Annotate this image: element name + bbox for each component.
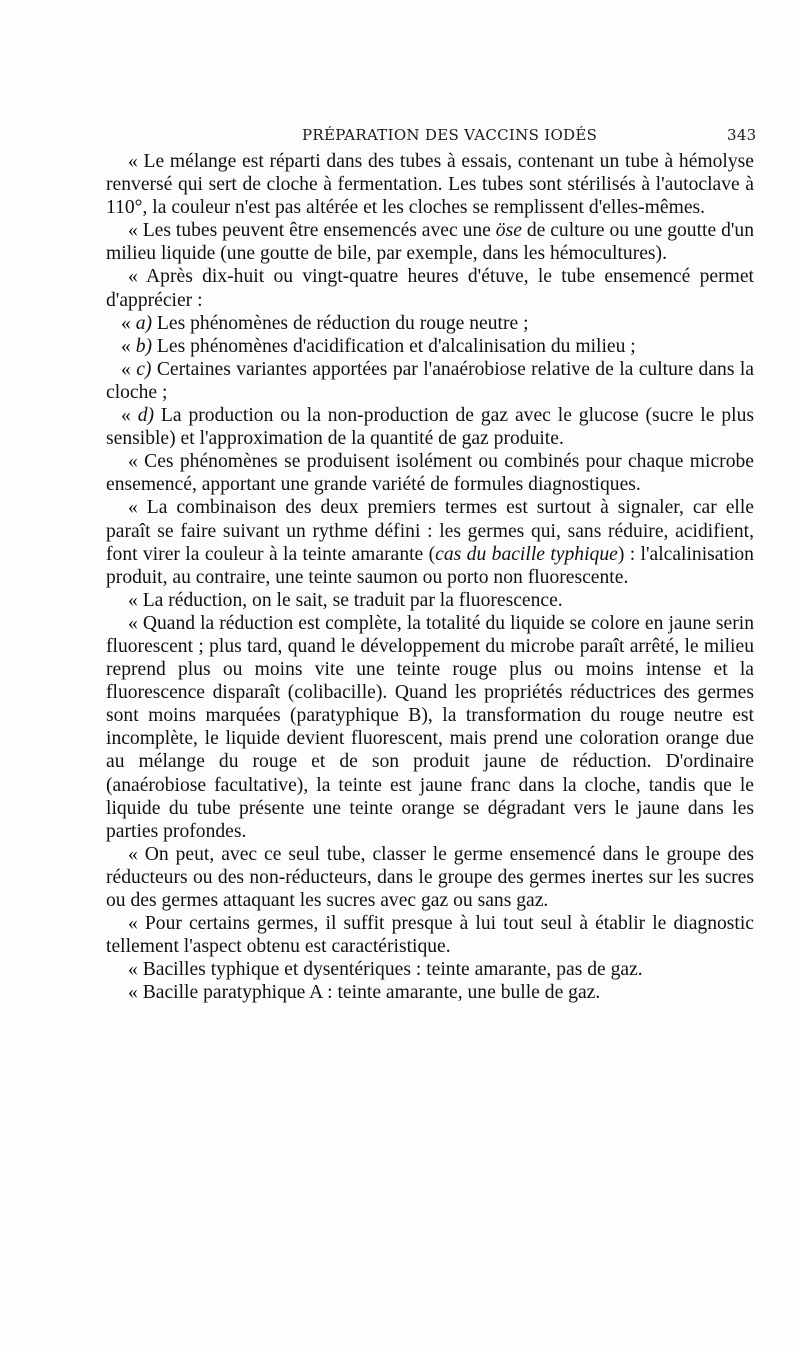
paragraph-text: de culture ou une goutte d'un milieu liquide (une goutte de bile, par exemple, dans les hémocultures). — [106, 220, 754, 265]
list-item-c — [106, 358, 754, 404]
paragraph-text: « Pour certains germes, il suffit presque à lui tout seul à établir le diagnostic tellement l'aspect obtenu est caractéristique. — [106, 913, 754, 958]
paragraph-classement — [106, 843, 754, 912]
page-number: 343 — [727, 126, 757, 144]
paragraph-typhique — [106, 958, 754, 981]
paragraph-etuve — [106, 265, 754, 311]
paragraph-text: « Les tubes peuvent être ensemencés avec une — [128, 220, 496, 242]
paragraph-text: « Bacille paratyphique A : teinte amarante, une bulle de gaz. — [128, 982, 601, 1004]
paragraph-ensemencement — [106, 219, 754, 265]
paragraph-text: « Après dix-huit ou vingt-quatre heures d'étuve, le tube ensemencé permet d'apprécier : — [106, 266, 754, 311]
paragraph-fluorescence — [106, 612, 754, 843]
emphasis-ose: öse — [495, 220, 522, 242]
paragraph-reduction — [106, 589, 754, 612]
item-text: Certaines variantes apportées par l'anaérobiose relative de la culture dans la cloche ; — [106, 358, 754, 403]
running-header — [0, 126, 800, 150]
paragraph-phenomenes — [106, 450, 754, 496]
body-text — [106, 150, 754, 1004]
paragraph-text: « La combinaison des deux premiers termes est surtout à signaler, car elle paraît se faire suivant un rythme défini : les germes qui, sans réduire, acidifient, font virer la couleur à la teinte amarante ( — [106, 497, 754, 565]
list-item-b — [106, 335, 754, 358]
item-marker: c) — [136, 358, 152, 380]
paragraph-text: « Quand la réduction est complète, la totalité du liquide se colore en jaune serin fluorescent ; plus tard, quand le développement du microbe paraît arrêté, le milieu reprend plus ou moins vite une teinte rouge plus ou moins intense et la fluorescence disparaît (colibacille). Quand les propriétés réductrices des germes sont moins marquées (paratyphique B), la transformation du rouge neutre est incomplète, le liquide devient fluorescent, mais prend une coloration orange due au mélange du rouge et de son produit jaune de réduction. D'ordinaire (anaérobiose facultative), la teinte est jaune franc dans la cloche, tandis que le liquide du tube présente une teinte orange se dégradant vers le jaune dans les parties profondes. — [106, 612, 754, 842]
paragraph-text: « Le mélange est réparti dans des tubes à essais, contenant un tube à hémolyse renversé qui sert de cloche à fermentation. Les tubes sont stérilisés à l'autoclave à 110°, la couleur n'est pas altérée et les cloches se remplissent d'elles-mêmes. — [106, 151, 754, 219]
paragraph-paratyphique — [106, 981, 754, 1004]
item-lead: « — [121, 405, 138, 427]
running-title: PRÉPARATION DES VACCINS IODÉS — [302, 126, 598, 144]
item-marker: d) — [137, 405, 155, 427]
item-text: Les phénomènes de réduction du rouge neutre ; — [152, 312, 529, 334]
paragraph-melange — [106, 150, 754, 219]
item-lead: « — [121, 358, 137, 380]
paragraph-text: « On peut, avec ce seul tube, classer le germe ensemencé dans le groupe des réducteurs ou des non-réducteurs, dans le groupe des germes inertes sur les sucres ou des germes attaquant les sucres avec gaz ou sans gaz. — [106, 843, 754, 911]
paragraph-text: « La réduction, on le sait, se traduit par la fluorescence. — [128, 589, 563, 611]
item-text: Les phénomènes d'acidification et d'alcalinisation du milieu ; — [152, 335, 636, 357]
paragraph-diagnostic — [106, 912, 754, 958]
list-item-a — [106, 312, 754, 335]
item-lead: « — [121, 312, 136, 334]
paragraph-combinaison — [106, 496, 754, 588]
paragraph-text: « Bacilles typhique et dysentériques : teinte amarante, pas de gaz. — [128, 959, 643, 981]
item-marker: a) — [135, 312, 153, 334]
list-item-d — [106, 404, 754, 450]
item-marker: b) — [135, 335, 153, 357]
paragraph-text: ) : l'alcalinisation produit, au contraire, une teinte saumon ou porto non fluorescente. — [106, 543, 754, 588]
emphasis-bacille-typhique: cas du bacille typhique — [435, 543, 618, 565]
item-lead: « — [121, 335, 136, 357]
item-text: La production ou la non-production de gaz avec le glucose (sucre le plus sensible) et l'approximation de la quantité de gaz produite. — [106, 405, 754, 450]
paragraph-text: « Ces phénomènes se produisent isolément ou combinés pour chaque microbe ensemencé, apportant une grande variété de formules diagnostiques. — [106, 451, 754, 496]
